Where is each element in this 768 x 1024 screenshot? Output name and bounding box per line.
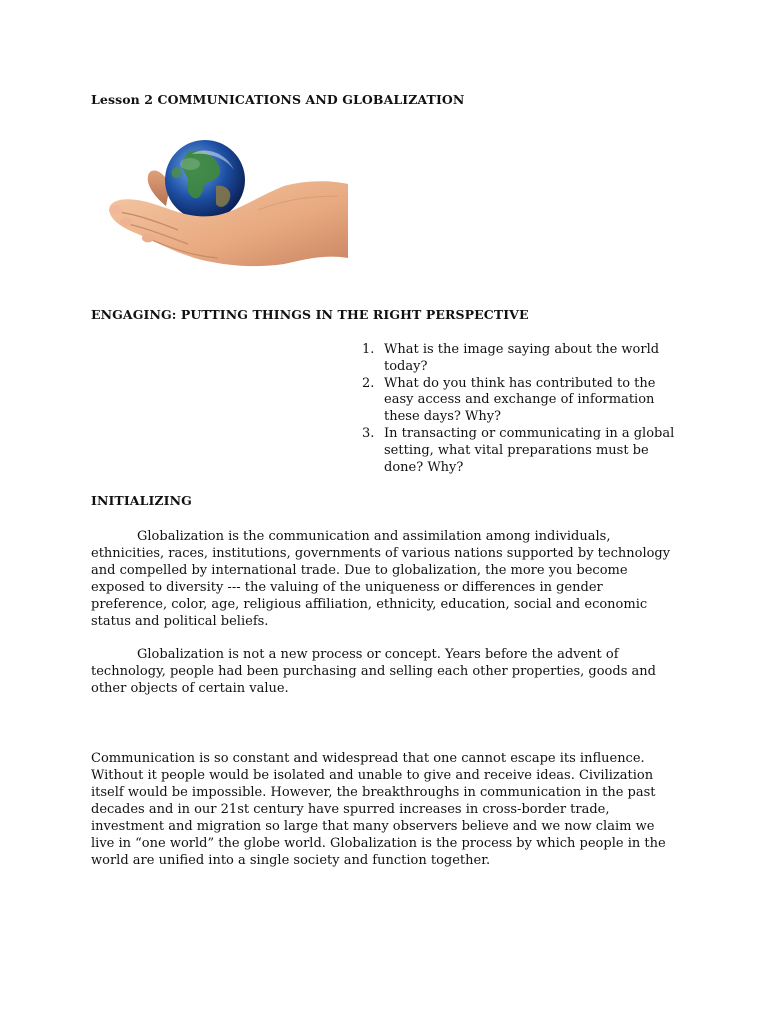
question-list xyxy=(359,342,679,476)
section-heading-initializing: INITIALIZING xyxy=(91,493,192,508)
paragraph-globalization-definition: Globalization is the communication and assimilation among individuals, ethnicities, races, institutions, governments of various nations supported by technology and compelled by international trade. Due to globalization, the more you become exposed to diversity --- the valuing of the uniqueness or differences in gender preference, color, age, religious affiliation, ethnicity, education, social and economic status and political beliefs. xyxy=(91,529,671,629)
list-item-number: 2. xyxy=(362,375,375,391)
list-item-text: In transacting or communicating in a global setting, what vital preparations must be done? Why? xyxy=(384,425,675,475)
list-item-number: 1. xyxy=(362,342,375,357)
paragraph-globalization-history: Globalization is not a new process or concept. Years before the advent of technology, people had been purchasing and selling each other properties, goods and other objects of certain value. xyxy=(91,647,656,696)
list-item xyxy=(359,426,679,476)
section-heading-engaging: ENGAGING: PUTTING THINGS IN THE RIGHT PERSPECTIVE xyxy=(91,307,529,322)
paragraph-communication: Communication is so constant and widespread that one cannot escape its influence. Without it people would be isolated and unable to give and receive ideas. Civilization itself would be impossible. However, the breakthroughs in communication in the past decades and in our 21st century have spurred increases in cross-border trade, investment and migration so large that many observers believe and we now claim we live in “one world” the globe world. Globalization is the process by which people in the world are unified into a single society and function together. xyxy=(91,751,666,868)
list-item xyxy=(359,376,679,426)
globe-in-hand-icon xyxy=(108,140,348,268)
list-item-text: What is the image saying about the world today? xyxy=(384,342,660,374)
list-item-number: 3. xyxy=(362,425,375,441)
list-item-text: What do you think has contributed to the easy access and exchange of information these days? Why? xyxy=(384,375,656,425)
list-item xyxy=(359,342,679,376)
lesson-title: Lesson 2 COMMUNICATIONS AND GLOBALIZATION xyxy=(91,92,465,107)
